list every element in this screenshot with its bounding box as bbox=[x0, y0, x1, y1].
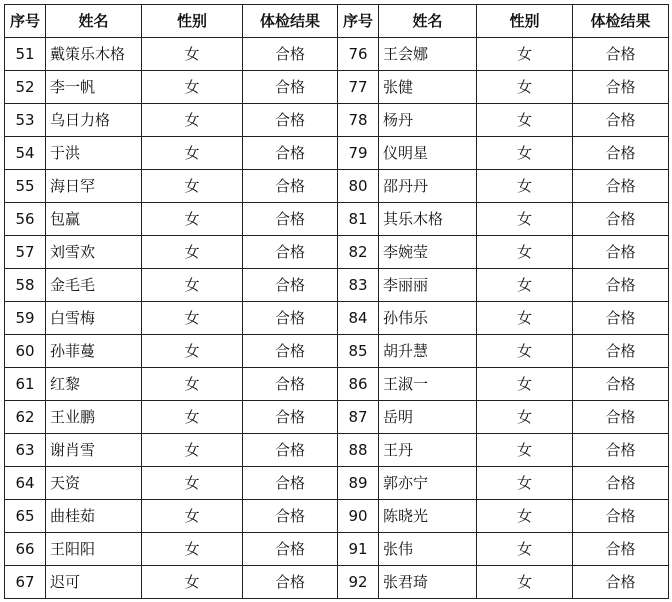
name-cell: 仪明星 bbox=[379, 137, 477, 170]
table-row bbox=[5, 368, 669, 401]
serial-number-cell: 88 bbox=[338, 434, 379, 467]
table-row bbox=[5, 203, 669, 236]
result-cell: 合格 bbox=[573, 236, 669, 269]
serial-number-cell: 81 bbox=[338, 203, 379, 236]
header-cell-no-left: 序号 bbox=[5, 5, 46, 38]
name-cell: 陈晓光 bbox=[379, 500, 477, 533]
result-cell: 合格 bbox=[573, 368, 669, 401]
gender-cell: 女 bbox=[142, 38, 243, 71]
gender-cell: 女 bbox=[142, 533, 243, 566]
serial-number-cell: 90 bbox=[338, 500, 379, 533]
gender-cell: 女 bbox=[142, 467, 243, 500]
result-cell: 合格 bbox=[243, 104, 338, 137]
gender-cell: 女 bbox=[477, 170, 573, 203]
name-cell: 邵丹丹 bbox=[379, 170, 477, 203]
gender-cell: 女 bbox=[477, 401, 573, 434]
table-row bbox=[5, 71, 669, 104]
gender-cell: 女 bbox=[142, 104, 243, 137]
serial-number-cell: 59 bbox=[5, 302, 46, 335]
serial-number-cell: 56 bbox=[5, 203, 46, 236]
name-cell: 白雪梅 bbox=[46, 302, 142, 335]
result-cell: 合格 bbox=[243, 401, 338, 434]
result-cell: 合格 bbox=[243, 302, 338, 335]
table-row bbox=[5, 533, 669, 566]
header-row bbox=[5, 5, 669, 38]
serial-number-cell: 87 bbox=[338, 401, 379, 434]
serial-number-cell: 79 bbox=[338, 137, 379, 170]
serial-number-cell: 64 bbox=[5, 467, 46, 500]
header-cell-result-right: 体检结果 bbox=[573, 5, 669, 38]
gender-cell: 女 bbox=[477, 500, 573, 533]
serial-number-cell: 91 bbox=[338, 533, 379, 566]
result-cell: 合格 bbox=[573, 203, 669, 236]
name-cell: 海日罕 bbox=[46, 170, 142, 203]
serial-number-cell: 57 bbox=[5, 236, 46, 269]
result-cell: 合格 bbox=[573, 401, 669, 434]
table-row bbox=[5, 137, 669, 170]
gender-cell: 女 bbox=[142, 335, 243, 368]
gender-cell: 女 bbox=[142, 203, 243, 236]
name-cell: 李一帆 bbox=[46, 71, 142, 104]
serial-number-cell: 63 bbox=[5, 434, 46, 467]
result-cell: 合格 bbox=[573, 170, 669, 203]
name-cell: 王阳阳 bbox=[46, 533, 142, 566]
result-cell: 合格 bbox=[573, 500, 669, 533]
result-cell: 合格 bbox=[243, 533, 338, 566]
result-cell: 合格 bbox=[243, 434, 338, 467]
serial-number-cell: 61 bbox=[5, 368, 46, 401]
gender-cell: 女 bbox=[142, 401, 243, 434]
gender-cell: 女 bbox=[142, 170, 243, 203]
table-row bbox=[5, 302, 669, 335]
name-cell: 其乐木格 bbox=[379, 203, 477, 236]
gender-cell: 女 bbox=[477, 236, 573, 269]
name-cell: 李丽丽 bbox=[379, 269, 477, 302]
result-cell: 合格 bbox=[573, 533, 669, 566]
serial-number-cell: 77 bbox=[338, 71, 379, 104]
name-cell: 张伟 bbox=[379, 533, 477, 566]
name-cell: 岳明 bbox=[379, 401, 477, 434]
name-cell: 于洪 bbox=[46, 137, 142, 170]
serial-number-cell: 65 bbox=[5, 500, 46, 533]
gender-cell: 女 bbox=[477, 335, 573, 368]
serial-number-cell: 51 bbox=[5, 38, 46, 71]
serial-number-cell: 53 bbox=[5, 104, 46, 137]
serial-number-cell: 60 bbox=[5, 335, 46, 368]
name-cell: 迟可 bbox=[46, 566, 142, 599]
gender-cell: 女 bbox=[142, 500, 243, 533]
result-cell: 合格 bbox=[573, 302, 669, 335]
serial-number-cell: 76 bbox=[338, 38, 379, 71]
serial-number-cell: 52 bbox=[5, 71, 46, 104]
serial-number-cell: 54 bbox=[5, 137, 46, 170]
result-cell: 合格 bbox=[243, 566, 338, 599]
result-cell: 合格 bbox=[573, 566, 669, 599]
gender-cell: 女 bbox=[477, 137, 573, 170]
serial-number-cell: 78 bbox=[338, 104, 379, 137]
serial-number-cell: 67 bbox=[5, 566, 46, 599]
result-cell: 合格 bbox=[573, 71, 669, 104]
result-cell: 合格 bbox=[243, 203, 338, 236]
header-cell-no-right: 序号 bbox=[338, 5, 379, 38]
result-cell: 合格 bbox=[243, 335, 338, 368]
table-row bbox=[5, 401, 669, 434]
name-cell: 包赢 bbox=[46, 203, 142, 236]
header-cell-name-right: 姓名 bbox=[379, 5, 477, 38]
header-cell-gender-right: 性别 bbox=[477, 5, 573, 38]
serial-number-cell: 66 bbox=[5, 533, 46, 566]
gender-cell: 女 bbox=[477, 533, 573, 566]
table-body bbox=[5, 38, 669, 599]
name-cell: 胡升慧 bbox=[379, 335, 477, 368]
result-cell: 合格 bbox=[573, 38, 669, 71]
serial-number-cell: 92 bbox=[338, 566, 379, 599]
name-cell: 戴策乐木格 bbox=[46, 38, 142, 71]
name-cell: 杨丹 bbox=[379, 104, 477, 137]
name-cell: 张君琦 bbox=[379, 566, 477, 599]
table-row bbox=[5, 236, 669, 269]
result-cell: 合格 bbox=[243, 500, 338, 533]
gender-cell: 女 bbox=[477, 302, 573, 335]
gender-cell: 女 bbox=[142, 269, 243, 302]
name-cell: 金毛毛 bbox=[46, 269, 142, 302]
table-row bbox=[5, 38, 669, 71]
gender-cell: 女 bbox=[142, 566, 243, 599]
result-cell: 合格 bbox=[573, 104, 669, 137]
serial-number-cell: 62 bbox=[5, 401, 46, 434]
name-cell: 天资 bbox=[46, 467, 142, 500]
serial-number-cell: 89 bbox=[338, 467, 379, 500]
result-cell: 合格 bbox=[573, 335, 669, 368]
serial-number-cell: 83 bbox=[338, 269, 379, 302]
result-cell: 合格 bbox=[573, 467, 669, 500]
gender-cell: 女 bbox=[142, 302, 243, 335]
serial-number-cell: 55 bbox=[5, 170, 46, 203]
gender-cell: 女 bbox=[477, 269, 573, 302]
gender-cell: 女 bbox=[477, 566, 573, 599]
table-row bbox=[5, 566, 669, 599]
name-cell: 王丹 bbox=[379, 434, 477, 467]
table-row bbox=[5, 434, 669, 467]
table-row bbox=[5, 269, 669, 302]
table-row bbox=[5, 467, 669, 500]
serial-number-cell: 86 bbox=[338, 368, 379, 401]
gender-cell: 女 bbox=[477, 71, 573, 104]
result-cell: 合格 bbox=[243, 467, 338, 500]
name-cell: 王会娜 bbox=[379, 38, 477, 71]
serial-number-cell: 85 bbox=[338, 335, 379, 368]
table-row bbox=[5, 500, 669, 533]
result-cell: 合格 bbox=[243, 71, 338, 104]
result-cell: 合格 bbox=[573, 269, 669, 302]
gender-cell: 女 bbox=[477, 203, 573, 236]
gender-cell: 女 bbox=[142, 368, 243, 401]
table-row bbox=[5, 170, 669, 203]
serial-number-cell: 82 bbox=[338, 236, 379, 269]
name-cell: 谢肖雪 bbox=[46, 434, 142, 467]
name-cell: 红黎 bbox=[46, 368, 142, 401]
name-cell: 刘雪欢 bbox=[46, 236, 142, 269]
result-cell: 合格 bbox=[243, 38, 338, 71]
name-cell: 王淑一 bbox=[379, 368, 477, 401]
result-cell: 合格 bbox=[243, 236, 338, 269]
gender-cell: 女 bbox=[142, 434, 243, 467]
gender-cell: 女 bbox=[142, 71, 243, 104]
name-cell: 郭亦宁 bbox=[379, 467, 477, 500]
gender-cell: 女 bbox=[142, 236, 243, 269]
gender-cell: 女 bbox=[477, 434, 573, 467]
result-cell: 合格 bbox=[243, 269, 338, 302]
gender-cell: 女 bbox=[477, 368, 573, 401]
result-cell: 合格 bbox=[573, 137, 669, 170]
table-row bbox=[5, 335, 669, 368]
gender-cell: 女 bbox=[477, 467, 573, 500]
name-cell: 孙伟乐 bbox=[379, 302, 477, 335]
name-cell: 张健 bbox=[379, 71, 477, 104]
result-cell: 合格 bbox=[573, 434, 669, 467]
name-cell: 李婉莹 bbox=[379, 236, 477, 269]
serial-number-cell: 80 bbox=[338, 170, 379, 203]
gender-cell: 女 bbox=[142, 137, 243, 170]
gender-cell: 女 bbox=[477, 104, 573, 137]
name-cell: 孙菲蔓 bbox=[46, 335, 142, 368]
result-cell: 合格 bbox=[243, 137, 338, 170]
serial-number-cell: 58 bbox=[5, 269, 46, 302]
result-cell: 合格 bbox=[243, 368, 338, 401]
header-cell-name-left: 姓名 bbox=[46, 5, 142, 38]
gender-cell: 女 bbox=[477, 38, 573, 71]
header-cell-gender-left: 性别 bbox=[142, 5, 243, 38]
table-row bbox=[5, 104, 669, 137]
result-cell: 合格 bbox=[243, 170, 338, 203]
header-cell-result-left: 体检结果 bbox=[243, 5, 338, 38]
name-cell: 王业鹏 bbox=[46, 401, 142, 434]
exam-results-table bbox=[4, 4, 669, 599]
name-cell: 曲桂茹 bbox=[46, 500, 142, 533]
name-cell: 乌日力格 bbox=[46, 104, 142, 137]
serial-number-cell: 84 bbox=[338, 302, 379, 335]
